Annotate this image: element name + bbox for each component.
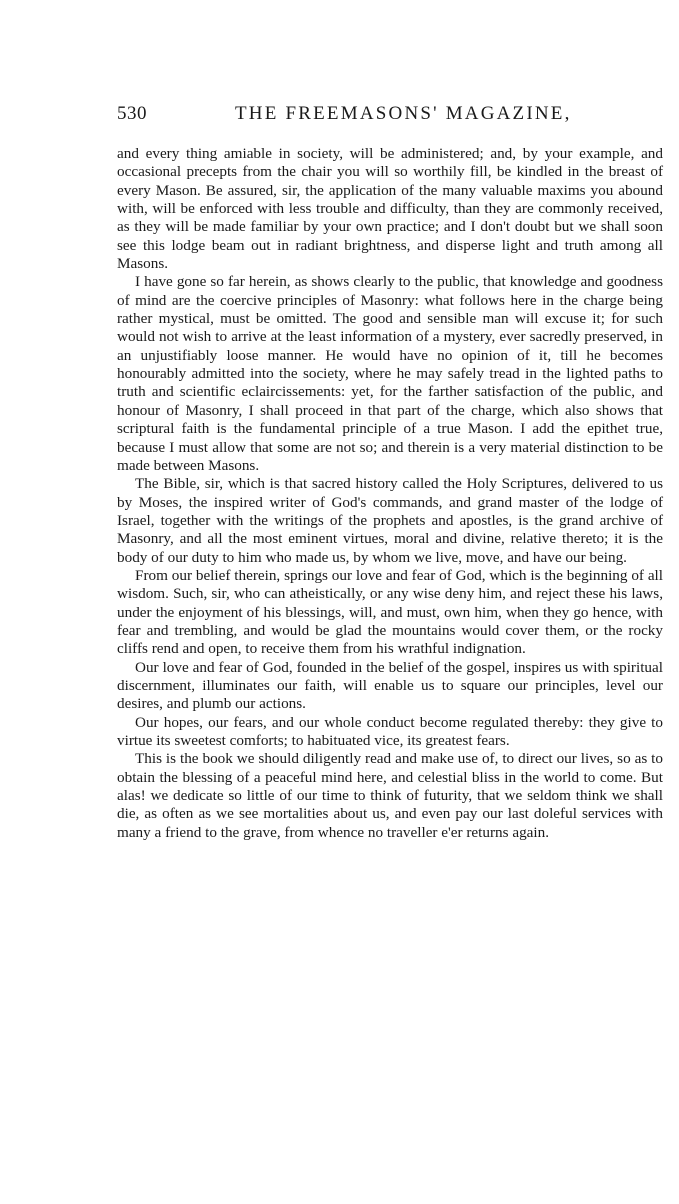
paragraph: I have gone so far herein, as shows clearly to the public, that knowledge and goodness of mind are the coercive principles of Masonry: what follows here in the charge being rather mystical, must be omitted. The good and sensible man will excuse it; for such would not wish to arrive at the least information of a mystery, ever sacredly preserved, in an unjustifiably loose manner. He would have no opinion of it, till he becomes honourably admitted into the society, where he may safely tread in the lighted paths to truth and scientific eclaircissements: yet, for the farther satisfaction of the public, and honour of Masonry, I shall proceed in that part of the charge, which also shows that scriptural faith is the fundamental principle of a true Mason. I add the epithet true, because I must allow that some are not so; and therein is a very material distinction to be made between Masons. (117, 273, 663, 474)
paragraph: The Bible, sir, which is that sacred history called the Holy Scriptures, delivered to us by Moses, the inspired writer of God's commands, and grand master of the lodge of Israel, together with the writings of the prophets and apostles, is the grand archive of Masonry, and all the most eminent virtues, moral and divine, relative thereto; it is the body of our duty to him who made us, by whom we live, move, and have our being. (117, 475, 663, 566)
paragraph: This is the book we should diligently read and make use of, to direct our lives, so as to obtain the blessing of a peaceful mind here, and celestial bliss in the world to come. But alas! we dedicate so little of our time to think of futurity, that we seldom think we shall die, as often as we see mortalities about us, and even pay our last doleful services with many a friend to the grave, from whence no traveller e'er returns again. (117, 750, 663, 841)
paragraph: Our hopes, our fears, and our whole conduct become regulated thereby: they give to virtue its sweetest comforts; to habituated vice, its greatest fears. (117, 713, 663, 749)
page-number: 530 (117, 103, 147, 124)
paragraph: Our love and fear of God, founded in the belief of the gospel, inspires us with spiritual discernment, illuminates our faith, will enable us to square our principles, level our desires, and plumb our actions. (117, 658, 663, 713)
paragraph: and every thing amiable in society, will be administered; and, by your example, and occasional precepts from the chair you will so worthily fill, be kindled in the breast of every Mason. Be assured, sir, the application of the many valuable maxims you abound with, will be enforced with less trouble and difficulty, than they are commonly received, as they will be made familiar by your own practice; and I don't doubt but we shall soon see this lodge beam out in radiant brightness, and disperse light and truth among all Masons. (117, 145, 663, 273)
page-header (117, 101, 663, 133)
paragraph: From our belief therein, springs our love and fear of God, which is the beginning of all wisdom. Such, sir, who can atheistically, or any wise deny him, and reject these his laws, under the enjoyment of his blessings, will, and must, own him, when they go hence, with fear and trembling, and would be glad the mountains would cover them, or the rocky cliffs rend and open, to receive them from his wrathful indignation. (117, 566, 663, 658)
running-title: THE FREEMASONS' MAGAZINE, (235, 103, 572, 124)
book-page (117, 101, 663, 841)
body-text (117, 145, 663, 842)
